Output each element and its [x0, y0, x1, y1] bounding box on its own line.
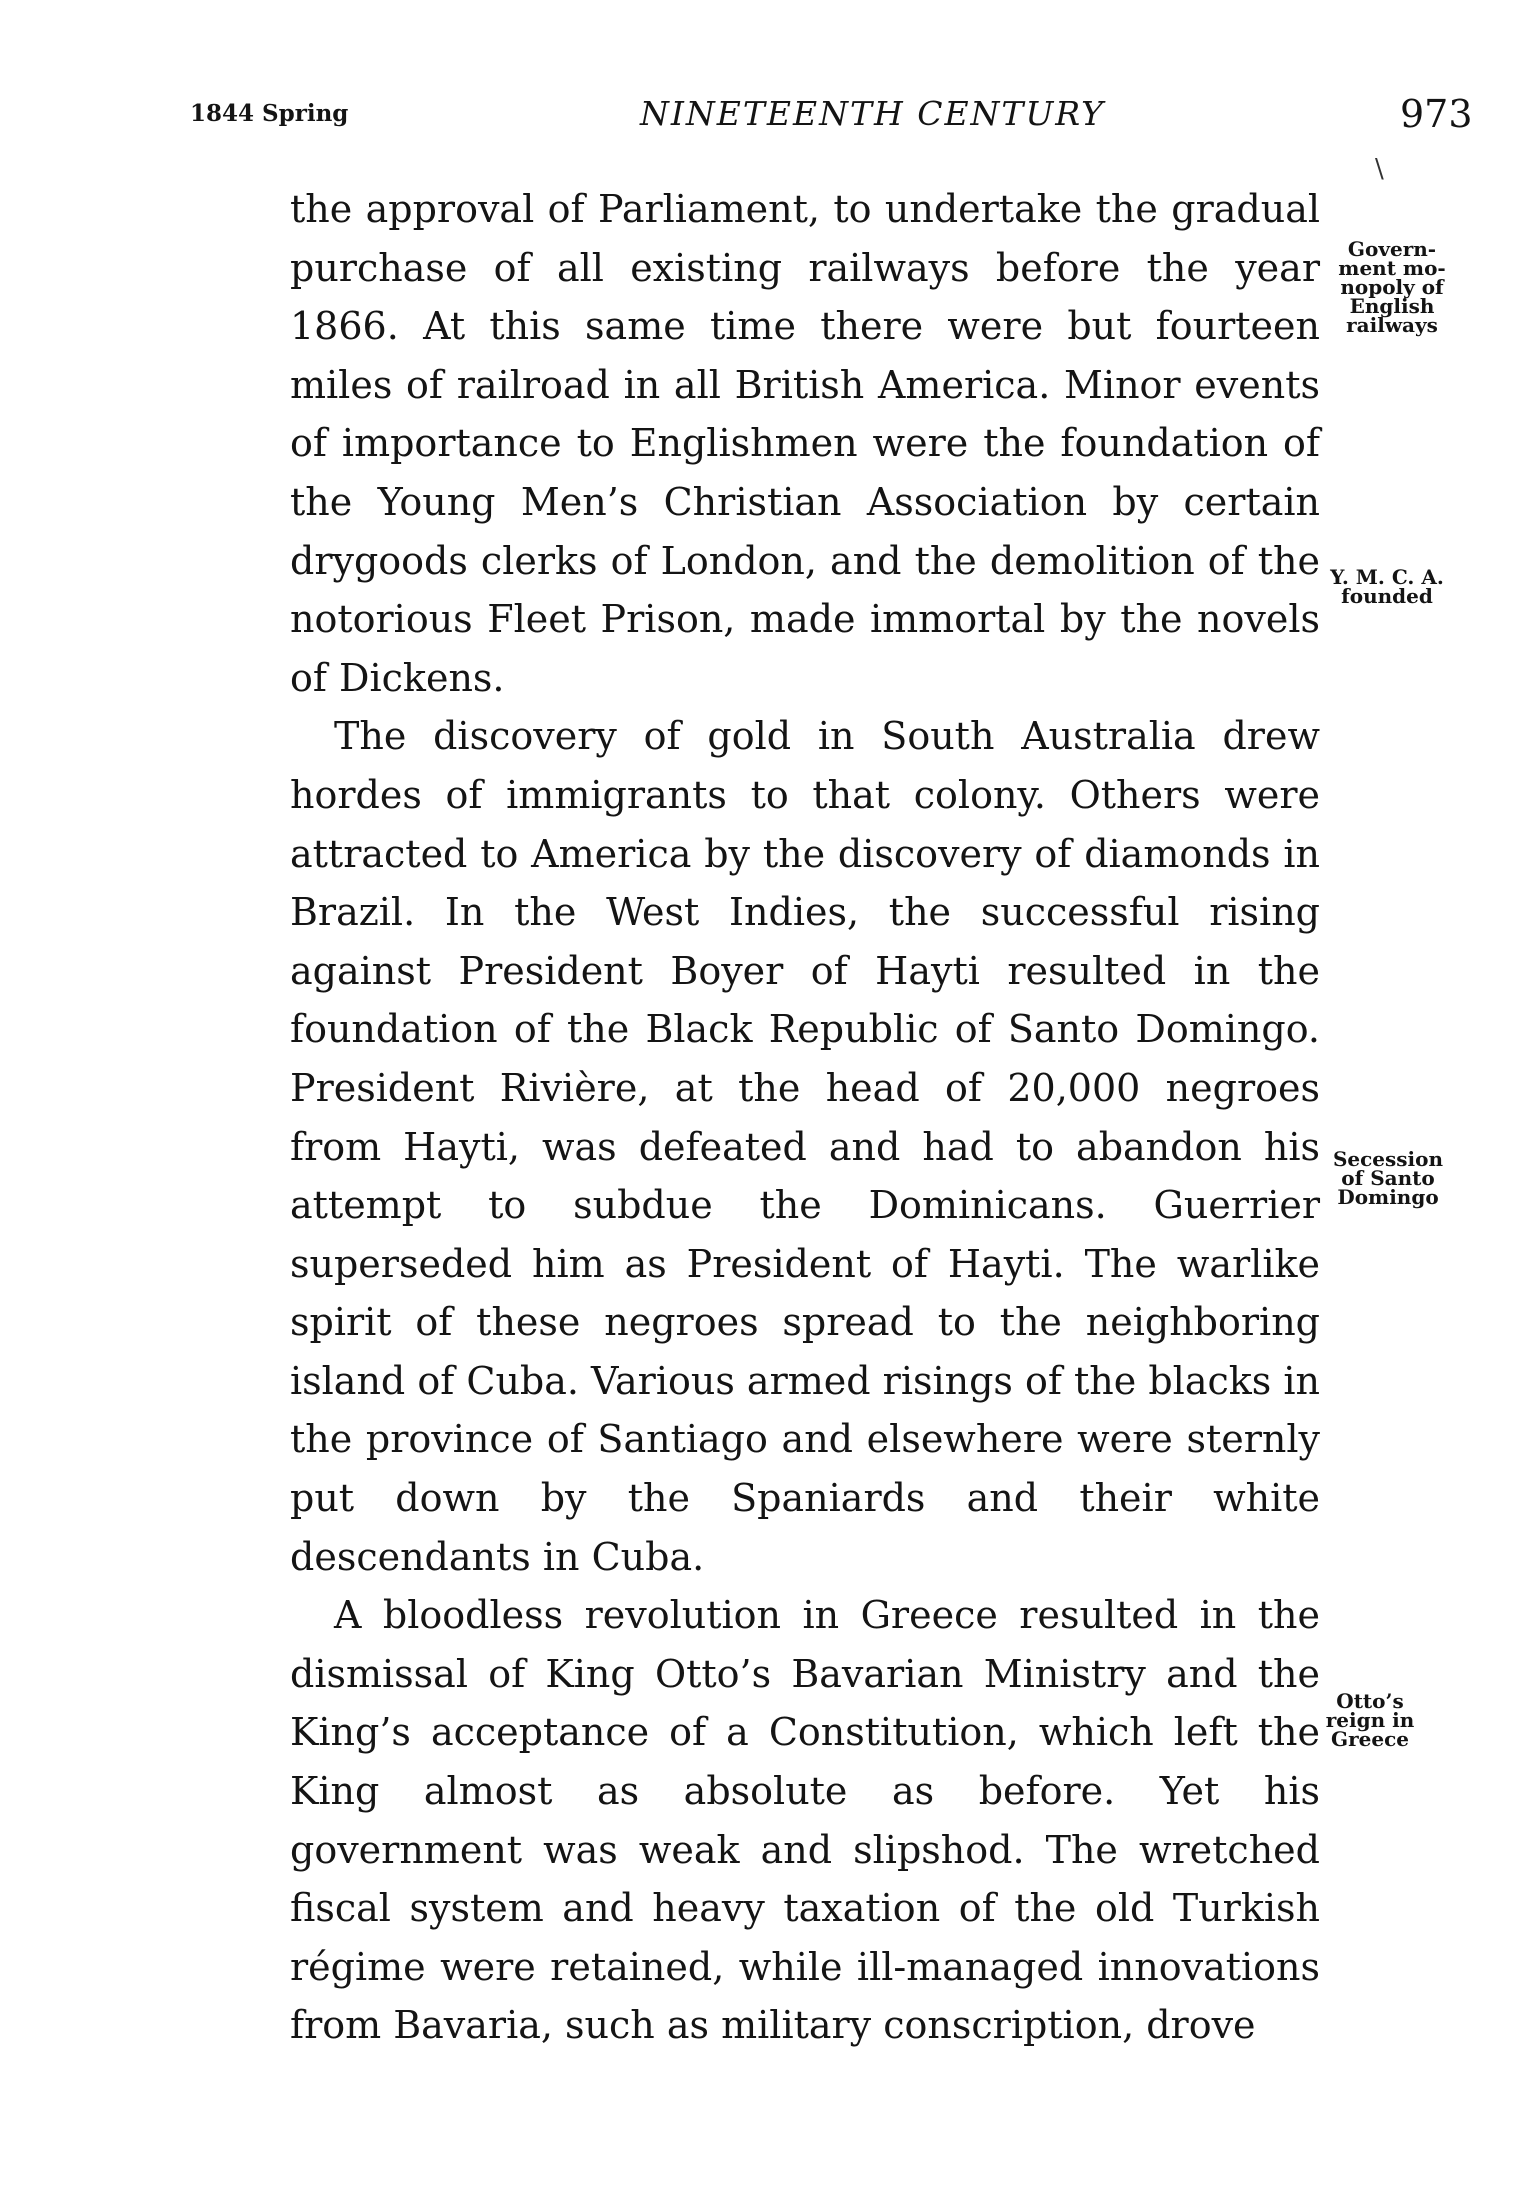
margin-note-line: Y. M. C. A. — [1330, 565, 1444, 589]
margin-note-line: railways — [1346, 313, 1438, 337]
margin-note-line: Greece — [1331, 1727, 1409, 1751]
margin-note-railways — [1322, 237, 1462, 337]
paragraph-1: the approval of Parliament, to undertake the gradual purchase of all existing railways before the year 1866. At this same time there were but fourteen miles of railroad in all British America. Minor events of importance to Englishmen were the foundation of the Young Men’s Christian Association by certain drygoods clerks of London, and the demolition of the notorious Fleet Prison, made immortal by the novels of Dickens. — [290, 187, 1320, 700]
header-date: 1844 Spring — [190, 100, 349, 127]
margin-note-ymca — [1312, 565, 1462, 608]
margin-note-line: nopoly of — [1340, 275, 1444, 299]
paragraph-2: The discovery of gold in South Australia drew hordes of immigrants to that colony. Others were attracted to America by the discovery of diamonds in Brazil. In the West Indies, the successful rising against President Boyer of Hayti resulted in the foundation of the Black Republic of Santo Domingo. President Rivière, at the head of 20,000 negroes from Hayti, was defeated and had to abandon his attempt to subdue the Dominicans. Guerrier superseded him as President of Hayti. The warlike spirit of these negroes spread to the neighboring island of Cuba. Various armed risings of the blacks in the province of Santiago and elsewhere were sternly put down by the Spaniards and their white descendants in Cuba. — [290, 714, 1320, 1579]
margin-note-line: Domingo — [1337, 1185, 1439, 1209]
margin-note-santo-domingo — [1318, 1147, 1458, 1209]
margin-note-line: of Santo — [1341, 1166, 1435, 1190]
margin-note-line: Otto’s — [1336, 1689, 1404, 1713]
page-number: 973 — [1400, 92, 1473, 136]
margin-note-line: reign in — [1325, 1708, 1415, 1732]
header-title: NINETEENTH CENTURY — [640, 94, 1105, 133]
body-text — [290, 180, 1320, 2055]
margin-note-otto — [1300, 1689, 1440, 1751]
margin-note-line: founded — [1341, 584, 1433, 608]
tick-mark: \ — [1375, 154, 1384, 184]
paragraph-3: A bloodless revolution in Greece resulted in the dismissal of King Otto’s Bavarian Ministry and the King’s acceptance of a Constitution, which left the King almost as absolute as before. Yet his government was weak and slipshod. The wretched fiscal system and heavy taxation of the old Turkish régime were retained, while ill-managed innovations from Bavaria, such as military conscription, drove — [290, 1593, 1320, 2048]
margin-note-line: ment mo- — [1338, 256, 1446, 280]
margin-note-line: Govern- — [1347, 237, 1437, 261]
running-header — [0, 92, 1535, 184]
margin-note-line: English — [1349, 294, 1435, 318]
margin-note-line: Secession — [1332, 1147, 1444, 1171]
